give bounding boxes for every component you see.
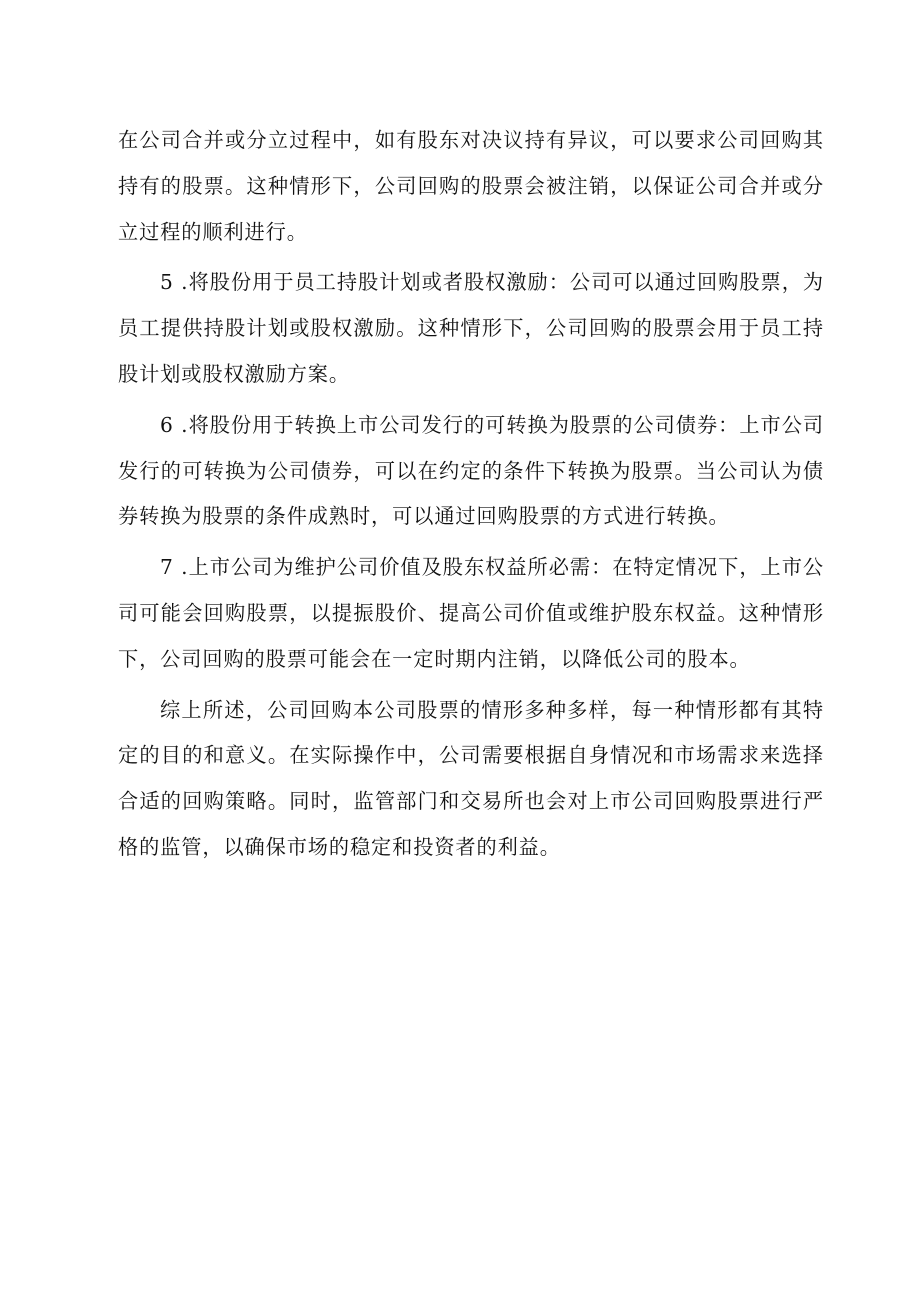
paragraph-merger-objection: 在公司合并或分立过程中，如有股东对决议持有异议，可以要求公司回购其持有的股票。这种情形下，公司回购的股票会被注销，以保证公司合并或分立过程的顺利进行。 [118, 128, 824, 244]
paragraph-item-6-convertible-bonds: 6 .将股份用于转换上市公司发行的可转换为股票的公司债券：上市公司发行的可转换为公司债券，可以在约定的条件下转换为股票。当公司认为债券转换为股票的条件成熟时，可以通过回购股票的方式进行转换。 [118, 412, 824, 529]
paragraph-item-7-company-value: 7 .上市公司为维护公司价值及股东权益所必需：在特定情况下，上市公司可能会回购股票，以提振股价、提高公司价值或维护股东权益。这种情形下，公司回购的股票可能会在一定时期内注销，以降低公司的股本。 [118, 555, 824, 671]
paragraph-summary: 综上所述，公司回购本公司股票的情形多种多样，每一种情形都有其特定的目的和意义。在实际操作中，公司需要根据自身情况和市场需求来选择合适的回购策略。同时，监管部门和交易所也会对上市公司回购股票进行严格的监管，以确保市场的稳定和投资者的利益。 [118, 697, 824, 859]
document-page [118, 118, 824, 876]
paragraph-item-5-employee-stock: 5 .将股份用于员工持股计划或者股权激励：公司可以通过回购股票，为员工提供持股计划或股权激励。这种情形下，公司回购的股票会用于员工持股计划或股权激励方案。 [118, 270, 824, 386]
